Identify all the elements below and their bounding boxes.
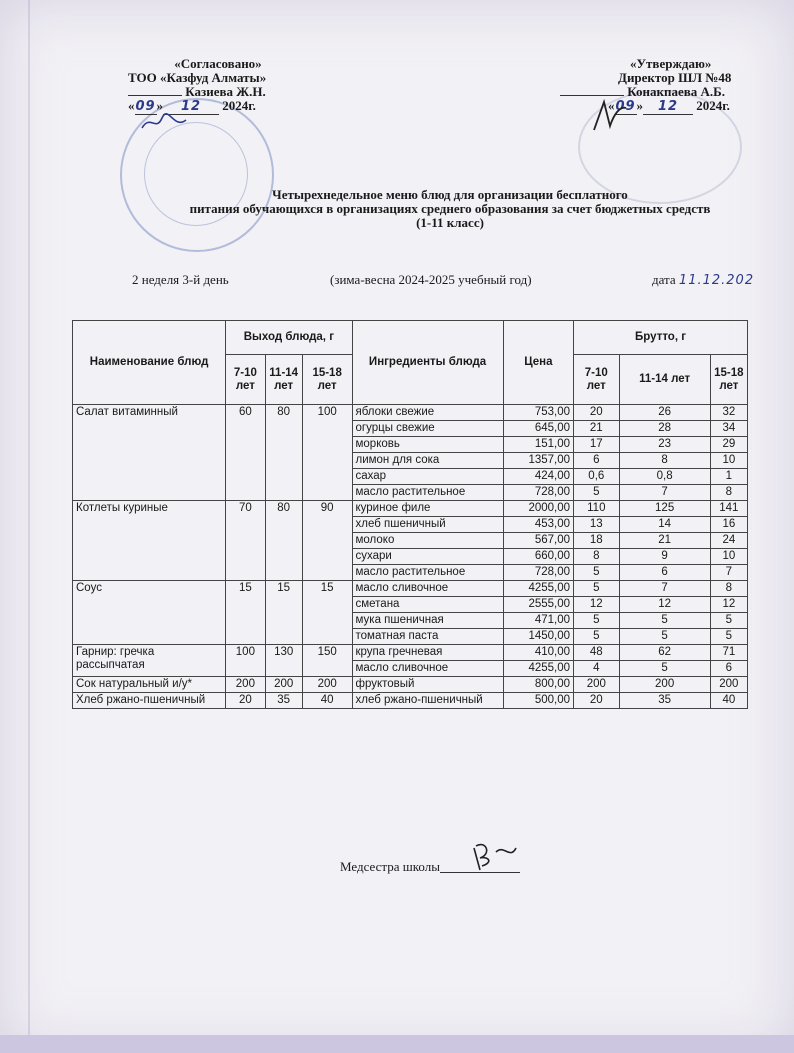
gross-11-14: 5 (619, 613, 710, 629)
ingredient-name: лимон для сока (352, 453, 503, 469)
gross-11-14: 7 (619, 485, 710, 501)
ingredient-name: масло сливочное (352, 661, 503, 677)
header-yield-7-10: 7-10 лет (226, 355, 265, 405)
header-yield-15-18: 15-18 лет (302, 355, 352, 405)
gross-15-18: 7 (710, 565, 747, 581)
header-approved-block (128, 57, 328, 115)
date-year: 2024г. (222, 98, 256, 113)
ingredient-price: 753,00 (503, 405, 573, 421)
table-row (73, 581, 748, 597)
table-row (73, 645, 748, 661)
signature-right (590, 96, 630, 136)
yield-15-18: 15 (302, 581, 352, 645)
gross-11-14: 8 (619, 453, 710, 469)
header-yield: Выход блюда, г (226, 321, 352, 355)
gross-7-10: 110 (574, 501, 620, 517)
menu-table-body (73, 405, 748, 709)
ingredient-name: масло растительное (352, 565, 503, 581)
yield-15-18: 150 (302, 645, 352, 677)
gross-11-14: 0,8 (619, 469, 710, 485)
gross-7-10: 13 (574, 517, 620, 533)
background-surface (0, 1035, 794, 1053)
ingredient-name: сметана (352, 597, 503, 613)
gross-7-10: 200 (574, 677, 620, 693)
gross-7-10: 0,6 (574, 469, 620, 485)
ingredient-price: 4255,00 (503, 581, 573, 597)
yield-15-18: 90 (302, 501, 352, 581)
gross-11-14: 200 (619, 677, 710, 693)
ingredient-price: 728,00 (503, 565, 573, 581)
gross-11-14: 14 (619, 517, 710, 533)
yield-15-18: 100 (302, 405, 352, 501)
gross-15-18: 5 (710, 613, 747, 629)
ingredient-name: масло сливочное (352, 581, 503, 597)
ingredient-name: фруктовый (352, 677, 503, 693)
gross-7-10: 5 (574, 629, 620, 645)
signature-line (128, 95, 182, 96)
ingredient-price: 645,00 (503, 421, 573, 437)
yield-7-10: 20 (226, 693, 265, 709)
yield-15-18: 200 (302, 677, 352, 693)
ingredient-price: 4255,00 (503, 661, 573, 677)
gross-7-10: 21 (574, 421, 620, 437)
gross-11-14: 35 (619, 693, 710, 709)
gross-7-10: 5 (574, 565, 620, 581)
gross-11-14: 125 (619, 501, 710, 517)
gross-15-18: 29 (710, 437, 747, 453)
paper-edge (28, 0, 30, 1053)
yield-7-10: 70 (226, 501, 265, 581)
signer-name: Конакпаева А.Б. (627, 84, 726, 99)
dish-name: Соус (73, 581, 226, 645)
header-price: Цена (503, 321, 573, 405)
date-year: 2024г. (696, 98, 730, 113)
week-day-label: 2 неделя 3-й день (132, 272, 229, 287)
dish-name: Котлеты куриные (73, 501, 226, 581)
gross-11-14: 28 (619, 421, 710, 437)
yield-7-10: 200 (226, 677, 265, 693)
yield-15-18: 40 (302, 693, 352, 709)
ingredient-price: 800,00 (503, 677, 573, 693)
gross-11-14: 23 (619, 437, 710, 453)
date-day: 09 (135, 99, 156, 114)
dish-name: Сок натуральный и/у* (73, 677, 226, 693)
date-field: дата 11.12.202 (652, 272, 755, 288)
ingredient-price: 567,00 (503, 533, 573, 549)
ingredient-name: сахар (352, 469, 503, 485)
ingredient-price: 471,00 (503, 613, 573, 629)
season-label: (зима-весна 2024-2025 учебный год) (330, 272, 532, 287)
gross-15-18: 32 (710, 405, 747, 421)
gross-15-18: 6 (710, 661, 747, 677)
nurse-label: Медсестра школы (340, 859, 440, 874)
signature-nurse (470, 840, 520, 874)
gross-15-18: 8 (710, 485, 747, 501)
gross-15-18: 5 (710, 629, 747, 645)
ingredient-price: 424,00 (503, 469, 573, 485)
gross-11-14: 5 (619, 661, 710, 677)
gross-15-18: 1 (710, 469, 747, 485)
gross-11-14: 62 (619, 645, 710, 661)
gross-15-18: 71 (710, 645, 747, 661)
gross-15-18: 10 (710, 549, 747, 565)
org-name: ТОО «Казфуд Алматы» (128, 70, 267, 85)
gross-7-10: 20 (574, 693, 620, 709)
ingredient-price: 453,00 (503, 517, 573, 533)
approved-label: «Согласовано» (174, 56, 262, 71)
gross-7-10: 6 (574, 453, 620, 469)
table-row (73, 693, 748, 709)
ingredient-price: 1450,00 (503, 629, 573, 645)
yield-11-14: 200 (265, 677, 302, 693)
ingredient-name: хлеб ржано-пшеничный (352, 693, 503, 709)
ingredient-name: сухари (352, 549, 503, 565)
ingredient-price: 410,00 (503, 645, 573, 661)
gross-11-14: 26 (619, 405, 710, 421)
dish-name: Хлеб ржано-пшеничный (73, 693, 226, 709)
ingredient-price: 2000,00 (503, 501, 573, 517)
header-ingredients: Ингредиенты блюда (352, 321, 503, 405)
gross-15-18: 8 (710, 581, 747, 597)
yield-7-10: 100 (226, 645, 265, 677)
ingredient-name: томатная паста (352, 629, 503, 645)
gross-15-18: 34 (710, 421, 747, 437)
header-dish-name: Наименование блюд (73, 321, 226, 405)
ingredient-price: 500,00 (503, 693, 573, 709)
gross-11-14: 5 (619, 629, 710, 645)
gross-7-10: 17 (574, 437, 620, 453)
dish-name: Гарнир: гречка рассыпчатая (73, 645, 226, 677)
gross-11-14: 12 (619, 597, 710, 613)
ingredient-price: 1357,00 (503, 453, 573, 469)
yield-11-14: 80 (265, 405, 302, 501)
ingredient-name: огурцы свежие (352, 421, 503, 437)
gross-7-10: 5 (574, 613, 620, 629)
table-row (73, 405, 748, 421)
ingredient-price: 660,00 (503, 549, 573, 565)
gross-15-18: 24 (710, 533, 747, 549)
gross-7-10: 4 (574, 661, 620, 677)
document-title: Четырехнедельное меню блюд для организации бесплатного питания обучающихся в организациях среднего образования за счет бюджетных средств (1-11 класс) (189, 187, 711, 230)
ingredient-name: яблоки свежие (352, 405, 503, 421)
signature-left (140, 110, 190, 134)
table-row (73, 501, 748, 517)
gross-15-18: 16 (710, 517, 747, 533)
yield-11-14: 130 (265, 645, 302, 677)
ingredient-price: 151,00 (503, 437, 573, 453)
gross-7-10: 8 (574, 549, 620, 565)
gross-7-10: 20 (574, 405, 620, 421)
ingredient-name: куриное филе (352, 501, 503, 517)
ingredient-price: 2555,00 (503, 597, 573, 613)
approve-label: «Утверждаю» (630, 56, 712, 71)
gross-15-18: 40 (710, 693, 747, 709)
yield-11-14: 15 (265, 581, 302, 645)
header-gross: Брутто, г (574, 321, 748, 355)
yield-11-14: 80 (265, 501, 302, 581)
ingredient-name: крупа гречневая (352, 645, 503, 661)
gross-15-18: 10 (710, 453, 747, 469)
ingredient-name: молоко (352, 533, 503, 549)
date-day: 09 (615, 99, 636, 114)
yield-11-14: 35 (265, 693, 302, 709)
table-row (73, 677, 748, 693)
header-yield-11-14: 11-14 лет (265, 355, 302, 405)
ingredient-name: морковь (352, 437, 503, 453)
date-month: 12 (643, 100, 693, 115)
gross-11-14: 9 (619, 549, 710, 565)
approval-date: «09» 12 2024г. (128, 98, 256, 114)
dish-name: Салат витаминный (73, 405, 226, 501)
gross-7-10: 5 (574, 485, 620, 501)
date-month: 12 (163, 100, 219, 115)
approval-date: «09» 12 2024г. (608, 98, 730, 114)
gross-15-18: 141 (710, 501, 747, 517)
gross-7-10: 48 (574, 645, 620, 661)
header-gross-7-10: 7-10 лет (574, 355, 620, 405)
director-position: Директор ШЛ №48 (618, 70, 732, 85)
header-gross-11-14: 11-14 лет (619, 355, 710, 405)
yield-7-10: 15 (226, 581, 265, 645)
header-gross-15-18: 15-18 лет (710, 355, 747, 405)
signer-name: Казиева Ж.Н. (185, 84, 266, 99)
gross-11-14: 21 (619, 533, 710, 549)
menu-table (72, 320, 748, 709)
ingredient-name: хлеб пшеничный (352, 517, 503, 533)
gross-11-14: 6 (619, 565, 710, 581)
ingredient-price: 728,00 (503, 485, 573, 501)
gross-15-18: 200 (710, 677, 747, 693)
yield-7-10: 60 (226, 405, 265, 501)
gross-15-18: 12 (710, 597, 747, 613)
gross-11-14: 7 (619, 581, 710, 597)
gross-7-10: 12 (574, 597, 620, 613)
ingredient-name: мука пшеничная (352, 613, 503, 629)
gross-7-10: 5 (574, 581, 620, 597)
date-handwritten: 11.12.202 (678, 273, 755, 288)
ingredient-name: масло растительное (352, 485, 503, 501)
gross-7-10: 18 (574, 533, 620, 549)
